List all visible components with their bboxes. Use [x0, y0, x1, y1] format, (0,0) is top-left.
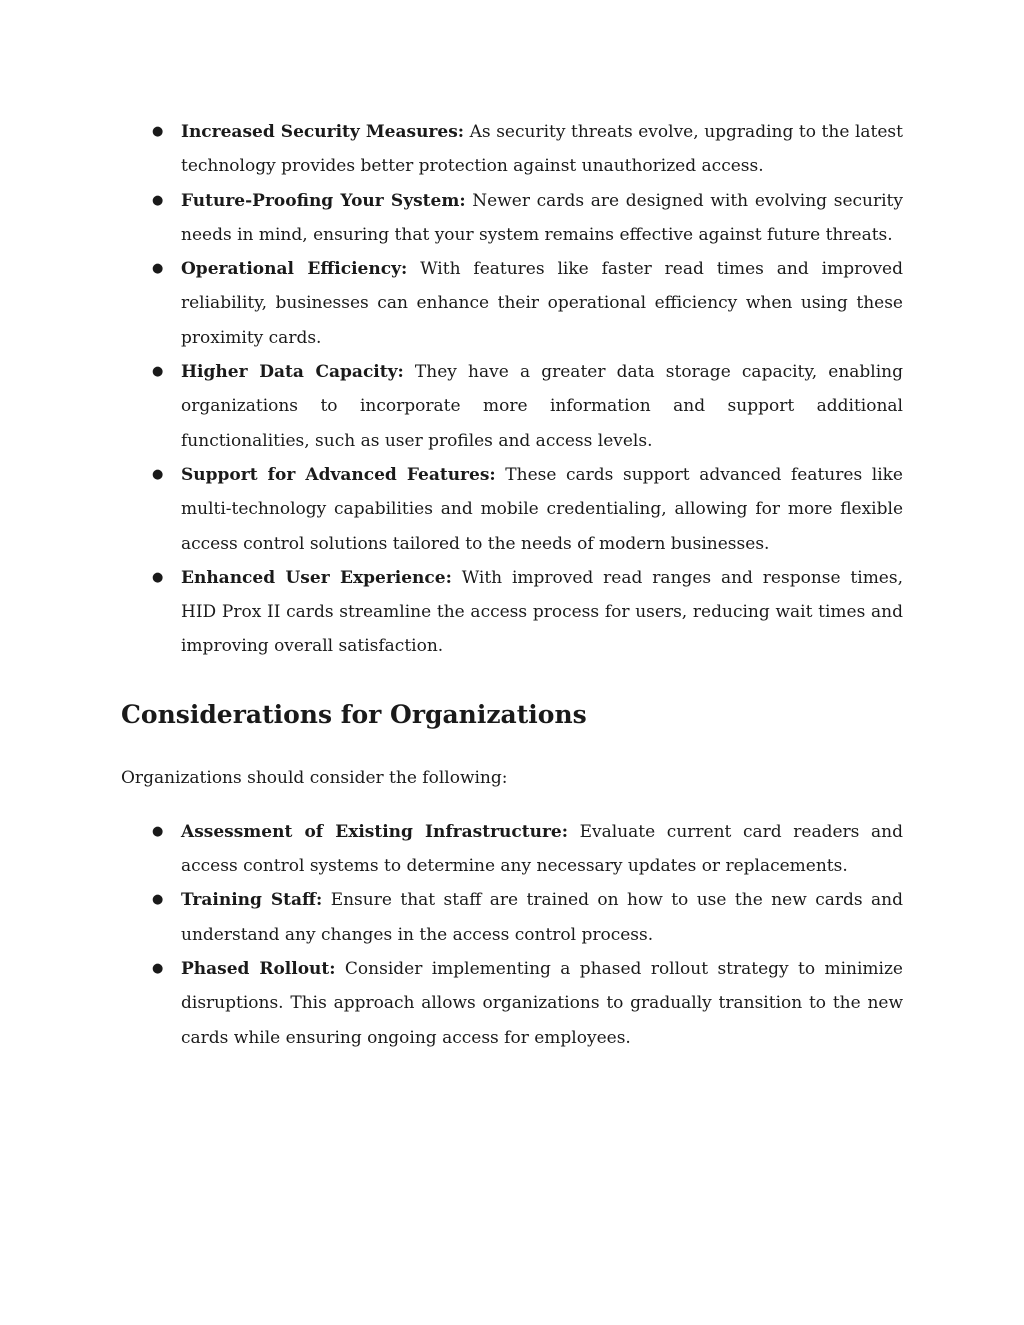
- list-item-term: Future-Proofing Your System:: [181, 190, 466, 211]
- document-page: [121, 115, 903, 1055]
- list-item: [121, 952, 903, 1055]
- list-item: [121, 252, 903, 355]
- bullet-icon: ●: [152, 466, 164, 482]
- list-item: [121, 883, 903, 952]
- bullet-icon: ●: [152, 192, 164, 208]
- list-item-term: Operational Efficiency:: [181, 259, 408, 280]
- list-item: [121, 115, 903, 184]
- bullet-icon: ●: [152, 364, 164, 380]
- list-item: [121, 458, 903, 561]
- benefits-list: [121, 115, 903, 664]
- list-item-term: Support for Advanced Features:: [181, 464, 496, 485]
- list-item-text: With features like faster read times and improved reliability, businesses can enhance their operational efficiency when using these proximity cards.: [181, 259, 903, 348]
- section-heading: Considerations for Organizations: [121, 699, 587, 729]
- list-item: [121, 184, 903, 253]
- list-item-text: Ensure that staff are trained on how to use the new cards and understand any changes in the access control process.: [181, 890, 904, 945]
- bullet-icon: ●: [152, 823, 164, 839]
- bullet-icon: ●: [152, 960, 164, 976]
- list-item: [121, 815, 903, 884]
- list-item-text: They have a greater data storage capacity, enabling organizations to incorporate more information and support additional functionalities, such as user profiles and access levels.: [181, 362, 904, 451]
- list-item-term: Training Staff:: [181, 890, 323, 911]
- list-item-text: Evaluate current card readers and access control systems to determine any necessary updates or replacements.: [181, 821, 903, 877]
- bullet-icon: ●: [152, 124, 164, 139]
- list-item-text: As security threats evolve, upgrading to the latest technology provides better protection against unauthorized access.: [181, 122, 903, 177]
- section-intro: Organizations should consider the following:: [121, 767, 508, 788]
- list-item-term: Assessment of Existing Infrastructure:: [181, 821, 568, 842]
- list-item-text: With improved read ranges and response times, HID Prox II cards streamline the access process for users, reducing wait times and improving overall satisfaction.: [181, 567, 903, 657]
- list-item-term: Higher Data Capacity:: [181, 362, 404, 383]
- list-item-term: Increased Security Measures:: [181, 122, 465, 142]
- list-item-term: Enhanced User Experience:: [181, 567, 452, 588]
- list-item-text: These cards support advanced features like multi-technology capabilities and mobile credentialing, allowing for more flexible access control solutions tailored to the needs of modern businesses.: [181, 464, 903, 554]
- bullet-icon: ●: [152, 569, 164, 585]
- list-item-text: Newer cards are designed with evolving security needs in mind, ensuring that your system remains effective against future threats.: [181, 190, 903, 245]
- list-item: [121, 561, 903, 664]
- considerations-list: [121, 815, 903, 1055]
- bullet-icon: ●: [152, 261, 164, 277]
- list-item-text: Consider implementing a phased rollout strategy to minimize disruptions. This approach allows organizations to gradually transition to the new cards while ensuring ongoing access for employees.: [181, 958, 903, 1048]
- bullet-icon: ●: [152, 892, 164, 908]
- list-item: [121, 355, 903, 458]
- list-item-term: Phased Rollout:: [181, 958, 336, 979]
